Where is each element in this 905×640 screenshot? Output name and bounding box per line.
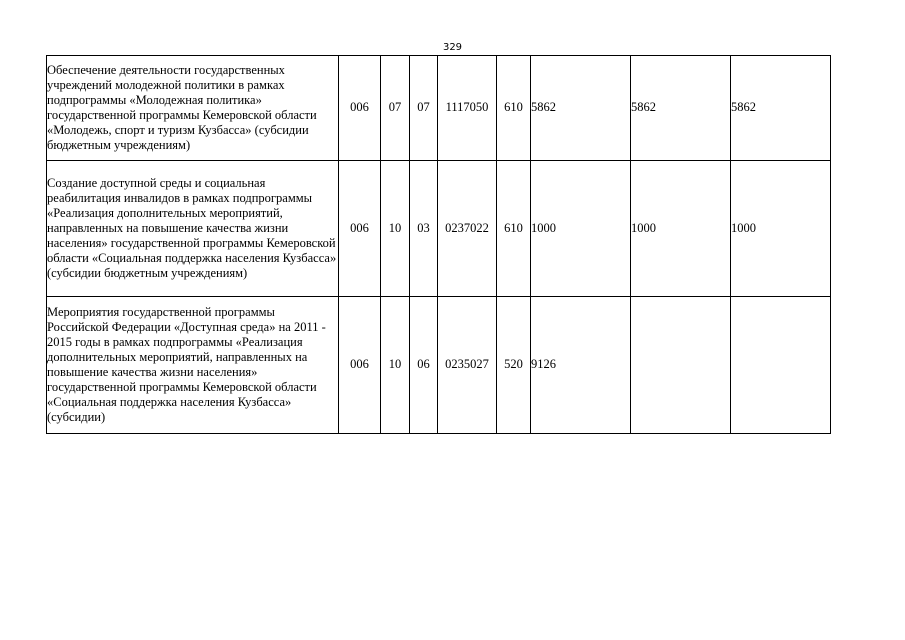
table-row [47,56,831,161]
amount-year-2 [631,297,731,434]
amount-year-1: 9126 [531,297,631,434]
expense-type-code: 610 [497,161,531,297]
amount-year-2: 1000 [631,161,731,297]
budget-table [46,55,831,434]
subsection-code: 03 [410,161,438,297]
ministry-code: 006 [339,56,381,161]
ministry-code: 006 [339,161,381,297]
expense-type-code: 610 [497,56,531,161]
row-description: Создание доступной среды и социальная реабилитация инвалидов в рамках подпрограммы «Реализация дополнительных мероприятий, направленных на повышение качества жизни населения» государственной программы Кемеровской области «Социальная поддержка населения Кузбасса» (субсидии бюджетным учреждениям) [47,161,339,297]
target-article-code: 0235027 [438,297,497,434]
amount-year-3 [731,297,831,434]
amount-year-2: 5862 [631,56,731,161]
subsection-code: 06 [410,297,438,434]
target-article-code: 0237022 [438,161,497,297]
expense-type-code: 520 [497,297,531,434]
subsection-code: 07 [410,56,438,161]
section-code: 07 [381,56,410,161]
ministry-code: 006 [339,297,381,434]
amount-year-3: 5862 [731,56,831,161]
section-code: 10 [381,161,410,297]
page-number: 329 [442,42,463,53]
amount-year-1: 1000 [531,161,631,297]
table-row [47,161,831,297]
section-code: 10 [381,297,410,434]
amount-year-1: 5862 [531,56,631,161]
row-description: Обеспечение деятельности государственных учреждений молодежной политики в рамках подпрограммы «Молодежная политика» государственной программы Кемеровской области «Молодежь, спорт и туризм Кузбасса» (субсидии бюджетным учреждениям) [47,56,339,161]
row-description: Мероприятия государственной программы Российской Федерации «Доступная среда» на 2011 - 2015 годы в рамках подпрограммы «Реализация дополнительных мероприятий, направленных на повышение качества жизни населения» государственной программы Кемеровской области «Социальная поддержка населения Кузбасса» (субсидии) [47,297,339,434]
table-row [47,297,831,434]
amount-year-3: 1000 [731,161,831,297]
target-article-code: 1117050 [438,56,497,161]
